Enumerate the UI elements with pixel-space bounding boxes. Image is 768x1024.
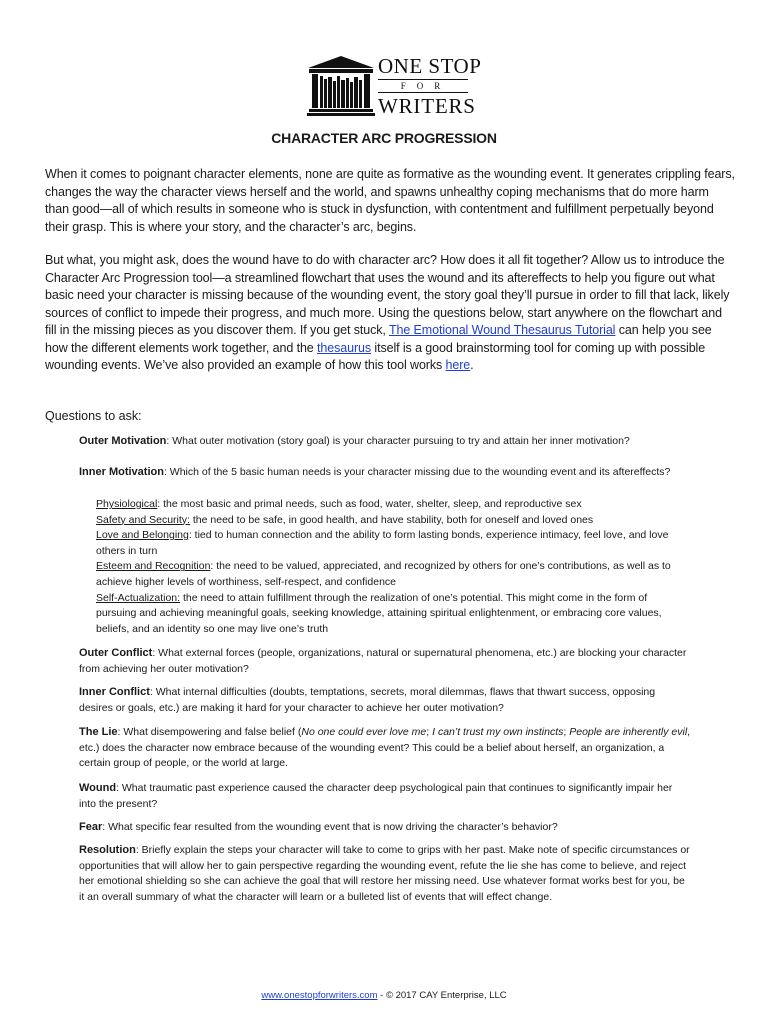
- lie-example-2: I can’t trust my own instincts: [432, 726, 564, 738]
- need-item: [96, 513, 684, 529]
- outer-conflict-text: : What external forces (people, organizations, natural or supernatural phenomena, etc.) are blocking your character from achieving her outer motivation?: [79, 647, 687, 675]
- need-name: Self-Actualization:: [96, 591, 181, 604]
- intro-paragraph-1: When it comes to poignant character elements, none are quite as formative as the wounding event. It generates crippling fears, changes the way the character views herself and the world, and spawns unhealthy coping mechanisms that do more harm than good—all of which results in someone who is stuck in dysfunction, with contentment and fulfillment perpetually beyond their grasp. This is where your story, and the character’s arc, begins.: [45, 167, 735, 234]
- intro-paragraph-2: [45, 252, 735, 375]
- resolution-text: : Briefly explain the steps your character will take to come to grips with her past. Make note of specific circumstances or opportunities that will allow her to gain perspective regarding the wounding event, refute the lie she has come to believe, and reject her emotional shielding so she can achieve the goal that will restore her missing need. Use whatever format works best for you, be it an overall summary of what the character will learn or a bulleted list of events that will effect change.: [79, 844, 690, 903]
- resolution-label: Resolution: [79, 844, 136, 856]
- logo-line-for: FOR: [378, 79, 468, 93]
- basic-needs-list: [96, 497, 684, 637]
- need-name: Esteem and Recognition: [96, 560, 211, 573]
- question-resolution: [79, 843, 691, 905]
- need-text: : tied to human connection and the ability to form lasting bonds, experience intimacy, feel love, and love others in turn: [96, 529, 669, 557]
- need-item: [96, 559, 684, 590]
- page-footer: [0, 990, 768, 1001]
- question-the-lie: [79, 725, 691, 772]
- need-text: : the most basic and primal needs, such as food, water, shelter, sleep, and reproductive sex: [157, 498, 582, 510]
- inner-conflict-label: Inner Conflict: [79, 686, 150, 698]
- inner-motivation-label: Inner Motivation: [79, 466, 164, 478]
- the-lie-text-1: : What disempowering and false belief (: [117, 726, 302, 738]
- inner-motivation-text: : Which of the 5 basic human needs is your character missing due to the wounding event and its aftereffects?: [163, 466, 671, 478]
- fear-text: : What specific fear resulted from the wounding event that is now driving the character’s behavior?: [102, 821, 558, 833]
- need-item: [96, 591, 684, 638]
- need-text: the need to attain fulfillment through the realization of one’s potential. This might come in the form of pursuing and achieving meaningful goals, seeking knowledge, attaining spiritual enlightenment, or embracing core values, beliefs, and an identity so one may live one’s truth: [96, 591, 662, 635]
- emotional-wound-tutorial-link[interactable]: The Emotional Wound Thesaurus Tutorial: [388, 323, 616, 337]
- question-outer-conflict: [79, 646, 691, 677]
- lie-example-1: No one could ever love me: [301, 726, 427, 738]
- outer-motivation-text: : What outer motivation (story goal) is your character pursuing to try and attain her inner motivation?: [166, 435, 630, 447]
- copyright-text: - © 2017 CAY Enterprise, LLC: [377, 990, 507, 1001]
- outer-conflict-label: Outer Conflict: [79, 647, 153, 659]
- example-here-link[interactable]: here: [445, 358, 471, 372]
- logo-wordmark: [378, 54, 482, 118]
- need-item: [96, 497, 684, 513]
- library-building-icon: [306, 54, 376, 116]
- page-title: CHARACTER ARC PROGRESSION: [271, 130, 497, 146]
- intro2-text-2: can help you see how the different elements work together, and the: [45, 323, 712, 355]
- need-name: Love and Belonging: [96, 529, 189, 542]
- intro2-text-3: itself is a good brainstorming tool for coming up with possible wounding events. We’ve also provided an example of how this tool works: [45, 340, 706, 372]
- question-outer-motivation: [79, 434, 691, 450]
- one-stop-for-writers-logo: [306, 54, 482, 118]
- need-text: the need to be safe, in good health, and have stability, both for oneself and loved ones: [189, 513, 594, 526]
- wound-text: : What traumatic past experience caused the character deep psychological pain that continues to significantly impair her into the present?: [79, 782, 673, 810]
- lie-separator-2: ;: [563, 726, 570, 738]
- question-inner-conflict: [79, 685, 691, 716]
- question-wound: [79, 781, 691, 812]
- lie-separator-1: ;: [426, 726, 433, 738]
- lie-example-3: People are inherently evil: [569, 726, 688, 738]
- need-text: : the need to be valued, appreciated, and recognized by others for one’s contributions, as well as to achieve higher levels of worthiness, self-respect, and confidence: [96, 560, 671, 588]
- need-name: Physiological: [96, 498, 158, 510]
- need-name: Safety and Security:: [96, 513, 190, 526]
- the-lie-text-2: , etc.) does the character now embrace because of the wounding event? This could be a belief about herself, an organization, a certain group of people, or the world at large.: [79, 726, 691, 770]
- the-lie-label: The Lie: [79, 726, 118, 738]
- questions-label: Questions to ask:: [45, 409, 142, 423]
- wound-label: Wound: [79, 782, 117, 794]
- website-link[interactable]: www.onestopforwriters.com: [261, 990, 378, 1001]
- fear-label: Fear: [79, 821, 103, 833]
- logo-line-writers: WRITERS: [378, 94, 476, 118]
- intro2-text-4: .: [470, 358, 474, 372]
- inner-conflict-text: : What internal difficulties (doubts, temptations, secrets, moral dilemmas, flaws that thwart success, opposing desires or goals, etc.) are making it hard for your character to achieve her outer motivation?: [79, 686, 656, 714]
- need-item: [96, 528, 684, 559]
- question-fear: [79, 820, 691, 836]
- logo-line-one-stop: ONE STOP: [378, 54, 482, 78]
- thesaurus-link[interactable]: thesaurus: [317, 340, 372, 355]
- question-inner-motivation: [79, 465, 691, 481]
- intro2-text-1: But what, you might ask, does the wound have to do with character arc? How does it all fit together? Allow us to introduce the Character Arc Progression tool—a streamlined flowchart that uses the wound and its aftereffects to help you figure out what basic need your character is missing because of the wounding event, the story goal they’ll pursue in order to fill that lack, likely sources of conflict to impede their progress, and much more. Using the questions below, start anywhere on the flowchart and fill in the missing pieces as you discover them. If you get stuck,: [45, 253, 730, 337]
- outer-motivation-label: Outer Motivation: [79, 435, 167, 447]
